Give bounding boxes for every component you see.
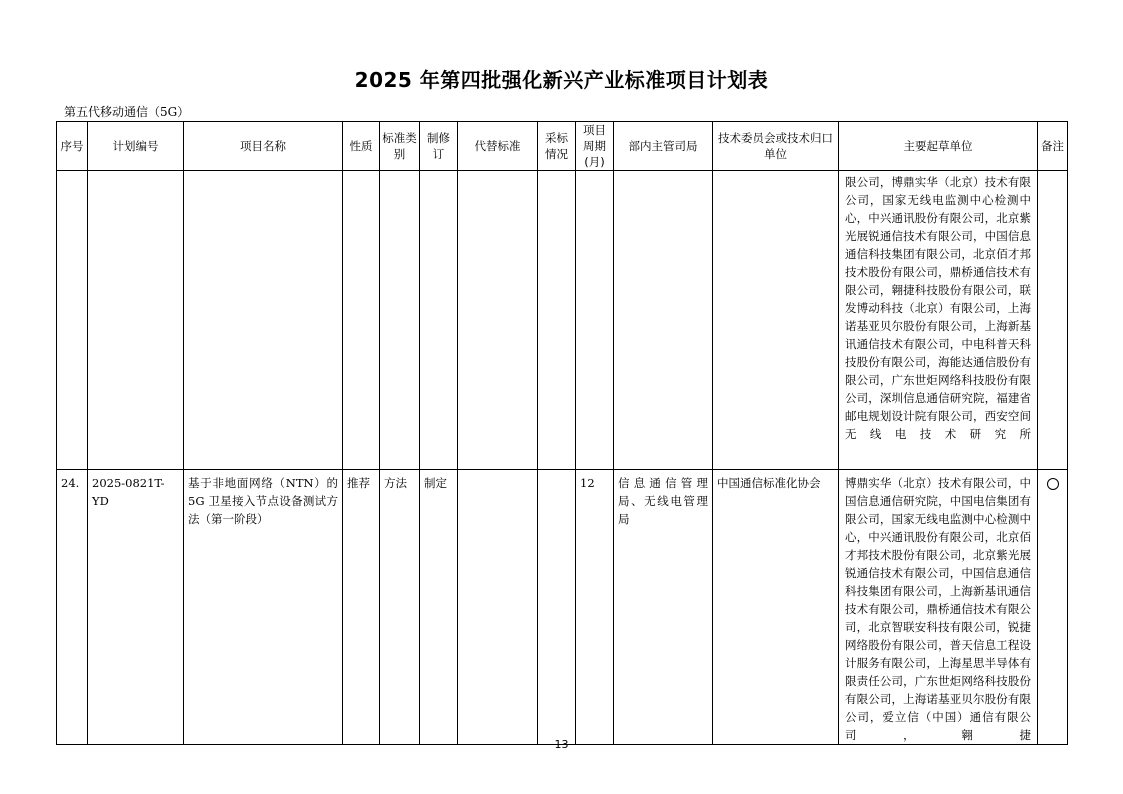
cell-drafters: 限公司，博鼎实华（北京）技术有限公司，国家无线电监测中心检测中心，中兴通讯股份有限公司，北京紫光展锐通信技术有限公司，中国信息通信科技集团有限公司，北京佰才邦技术股份有限公司，鼎桥通信技术有限公司，翱捷科技股份有限公司，联发博动科技（北京）有限公司，上海诺基亚贝尔股份有限公司，上海新基讯通信技术有限公司，中电科普天科技股份有限公司，海能达通信股份有限公司，广东世炬网络科技股份有限公司，深圳信息通信研究院，福建省邮电规划设计院有限公司，西安空间无线电技术研究所 <box>839 171 1038 470</box>
table-row <box>57 171 1068 470</box>
cell-dept <box>614 171 713 470</box>
page-title: 2025 年第四批强化新兴产业标准项目计划表 <box>354 68 769 92</box>
cell-nature: 推荐 <box>343 470 380 745</box>
cell-adopt <box>538 171 576 470</box>
header-name: 项目名称 <box>184 122 343 171</box>
header-revise: 制修订 <box>420 122 458 171</box>
cell-committee <box>713 171 839 470</box>
cell-dept: 信息通信管理局、无线电管理局 <box>614 470 713 745</box>
cell-plan-no: 2025-0821T-YD <box>88 470 184 745</box>
page-number: 13 <box>554 738 569 751</box>
cell-std-type: 方法 <box>380 470 420 745</box>
header-remark: 备注 <box>1038 122 1068 171</box>
cell-name: 基于非地面网络（NTN）的5G 卫星接入节点设备测试方法（第一阶段） <box>184 470 343 745</box>
cell-std-type <box>380 171 420 470</box>
cell-replace <box>458 171 538 470</box>
cell-remark <box>1038 171 1068 470</box>
standards-plan-table <box>56 121 1068 745</box>
table-header-row <box>57 122 1068 171</box>
cell-committee: 中国通信标准化协会 <box>713 470 839 745</box>
circle-icon <box>1047 478 1059 490</box>
cell-period: 12 <box>576 470 614 745</box>
section-label: 第五代移动通信（5G） <box>64 105 190 119</box>
cell-plan-no <box>88 171 184 470</box>
header-period: 项目周期(月) <box>576 122 614 171</box>
cell-adopt <box>538 470 576 745</box>
header-std-type: 标准类别 <box>380 122 420 171</box>
header-committee: 技术委员会或技术归口单位 <box>713 122 839 171</box>
table-row <box>57 470 1068 745</box>
header-nature: 性质 <box>343 122 380 171</box>
cell-seq: 24. <box>57 470 88 745</box>
header-adopt: 采标情况 <box>538 122 576 171</box>
header-dept: 部内主管司局 <box>614 122 713 171</box>
cell-period <box>576 171 614 470</box>
header-plan-no: 计划编号 <box>88 122 184 171</box>
cell-name <box>184 171 343 470</box>
cell-nature <box>343 171 380 470</box>
cell-seq <box>57 171 88 470</box>
cell-revise: 制定 <box>420 470 458 745</box>
header-drafters: 主要起草单位 <box>839 122 1038 171</box>
header-seq: 序号 <box>57 122 88 171</box>
cell-drafters: 博鼎实华（北京）技术有限公司，中国信息通信研究院，中国电信集团有限公司，国家无线电监测中心检测中心，中兴通讯股份有限公司，北京佰才邦技术股份有限公司，北京紫光展锐通信技术有限公司，中国信息通信科技集团有限公司，上海新基讯通信技术有限公司，鼎桥通信技术有限公司，北京智联安科技有限公司，锐捷网络股份有限公司，普天信息工程设计服务有限公司，上海星思半导体有限责任公司，广东世炬网络科技股份有限公司，上海诺基亚贝尔股份有限公司，爱立信（中国）通信有限公司，翱捷 <box>839 470 1038 745</box>
cell-revise <box>420 171 458 470</box>
cell-remark <box>1038 470 1068 745</box>
cell-replace <box>458 470 538 745</box>
header-replace: 代替标准 <box>458 122 538 171</box>
